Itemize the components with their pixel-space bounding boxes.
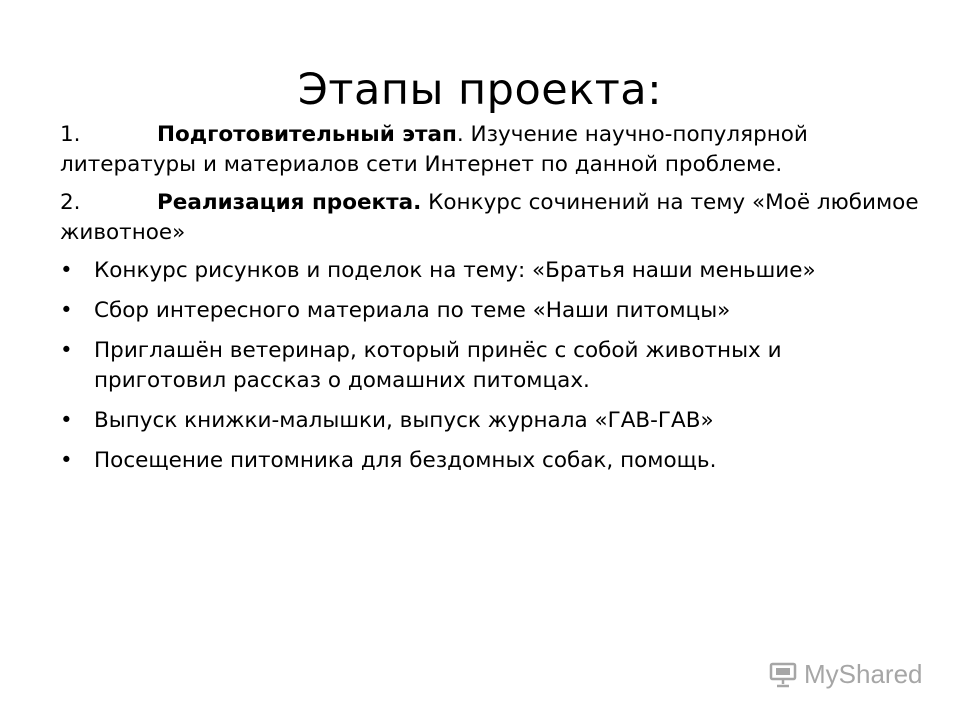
bullet-icon: • <box>60 298 73 323</box>
bullet-text: Приглашён ветеринар, который принёс с собой животных и приготовил рассказ о домашних питомцах. <box>94 338 782 393</box>
watermark-text: MyShared <box>804 658 923 689</box>
bullet-item <box>60 336 920 396</box>
item-bold-text: Реализация проекта. <box>157 190 422 215</box>
bullet-icon: • <box>60 448 73 473</box>
bullet-item <box>60 446 920 476</box>
bullet-text: Выпуск книжки-малышки, выпуск журнала «ГАВ-ГАВ» <box>94 408 714 433</box>
bullet-item <box>60 296 920 326</box>
bullet-item <box>60 406 920 436</box>
slide-content <box>60 120 920 486</box>
item-bold-text: Подготовительный этап <box>157 122 457 147</box>
item-number: 1. <box>60 122 81 147</box>
numbered-item-1 <box>60 120 920 180</box>
item-text: . Изучение научно-популярной литературы и материалов сети Интернет по данной проблеме. <box>60 122 808 177</box>
watermark-logo <box>768 656 923 692</box>
bullet-icon: • <box>60 338 73 363</box>
bullet-text: Посещение питомника для бездомных собак, помощь. <box>94 448 717 473</box>
item-text: Конкурс сочинений на тему «Моё любимое животное» <box>60 190 919 245</box>
bullet-icon: • <box>60 258 73 283</box>
numbered-item-2 <box>60 188 920 248</box>
bullet-text: Сбор интересного материала по теме «Наши питомцы» <box>94 298 731 323</box>
bullet-item <box>60 256 920 286</box>
bullet-icon: • <box>60 408 73 433</box>
bullet-text: Конкурс рисунков и поделок на тему: «Братья наши меньшие» <box>94 258 816 283</box>
item-number: 2. <box>60 190 81 215</box>
slide-title: Этапы проекта: <box>297 65 663 115</box>
presentation-board-icon <box>768 659 798 689</box>
